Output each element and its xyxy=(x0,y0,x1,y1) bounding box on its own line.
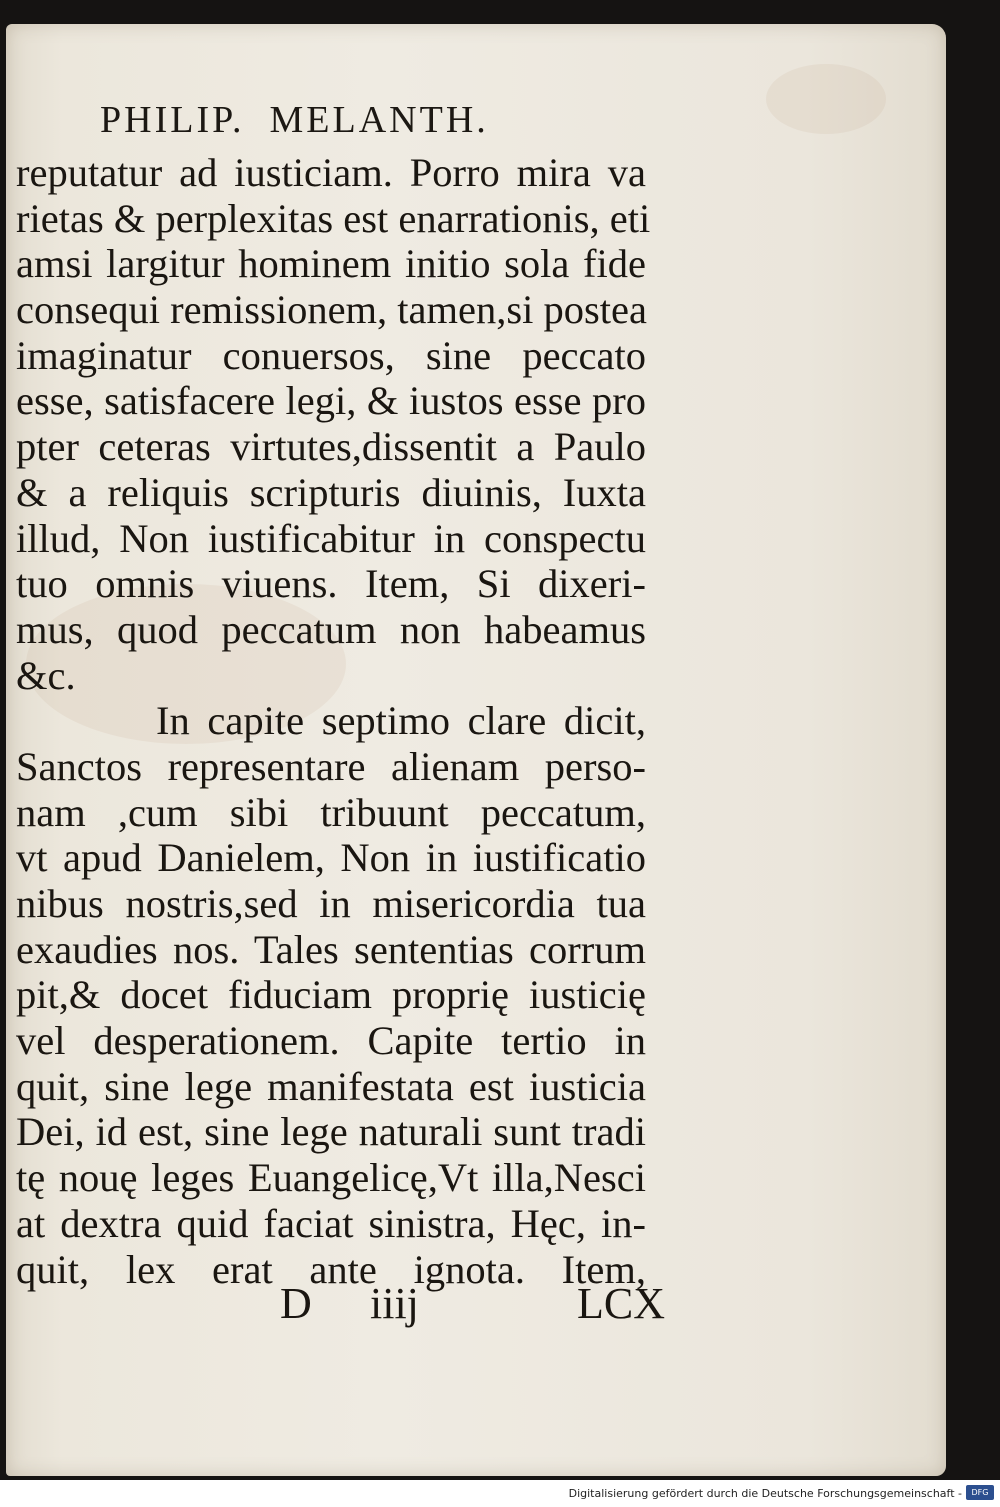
body-text xyxy=(16,150,651,1292)
running-head: PHILIP. MELANTH. xyxy=(100,99,489,141)
signature-mark: D xyxy=(280,1279,312,1328)
dfg-logo-icon[interactable]: DFG xyxy=(966,1485,994,1500)
signature-number: iiij xyxy=(370,1279,419,1328)
text-line: amsi largitur hominem initio sola fide xyxy=(16,241,646,287)
text-line: & a reliquis scripturis diuinis, Iuxta xyxy=(16,469,646,515)
text-line: exaudies nos. Tales sententias corrum xyxy=(16,926,646,972)
digitization-credit-bar xyxy=(0,1480,1000,1507)
text-line: consequi remissionem, tamen,si postea xyxy=(16,287,647,333)
text-line: tę nouę leges Euangelicę,Vt illa,Nesci xyxy=(16,1155,646,1201)
text-line: illud, Non iustificabitur in conspectu xyxy=(16,515,646,561)
text-line: vt apud Danielem, Non in iustificatio xyxy=(16,835,646,881)
text-line: nibus nostris,sed in misericordia tua xyxy=(16,881,646,926)
text-line: pit,& docet fiduciam proprię iusticię xyxy=(16,972,646,1018)
page-footer xyxy=(280,1278,665,1328)
text-line: &c. xyxy=(16,652,76,698)
text-line: rietas & perplexitas est enarrationis, eti xyxy=(16,195,651,241)
text-line: Dei, id est, sine lege naturali sunt tradi xyxy=(16,1109,646,1155)
text-line: esse, satisfacere legi, & iustos esse pro xyxy=(16,378,646,424)
text-line: Sanctos representare alienam perso- xyxy=(16,743,646,789)
text-line: tuo omnis viuens. Item, Si dixeri- xyxy=(16,561,646,607)
paper-stain xyxy=(766,64,886,134)
credit-text: Digitalisierung gefördert durch die Deutsche Forschungsgemeinschaft - xyxy=(568,1487,962,1500)
text-line: mus, quod peccatum non habeamus xyxy=(16,606,646,652)
text-line: vel desperationem. Capite tertio in xyxy=(16,1018,646,1064)
folio-number: LCX xyxy=(577,1279,665,1328)
text-line: nam ,cum sibi tribuunt peccatum, xyxy=(16,789,646,835)
text-line: reputatur ad iusticiam. Porro mira va xyxy=(16,150,646,195)
text-line: at dextra quid faciat sinistra, Hęc, in- xyxy=(16,1200,646,1246)
text-line: pter ceteras virtutes,dissentit a Paulo xyxy=(16,424,646,470)
text-line: imaginatur conuersos, sine peccato xyxy=(16,332,646,378)
text-line: quit, lex erat ante ignota. Item, xyxy=(16,1246,646,1292)
paragraph-start-line: In capite septimo clare dicit, xyxy=(156,698,646,744)
text-line: quit, sine lege manifestata est iusticia xyxy=(16,1063,646,1109)
